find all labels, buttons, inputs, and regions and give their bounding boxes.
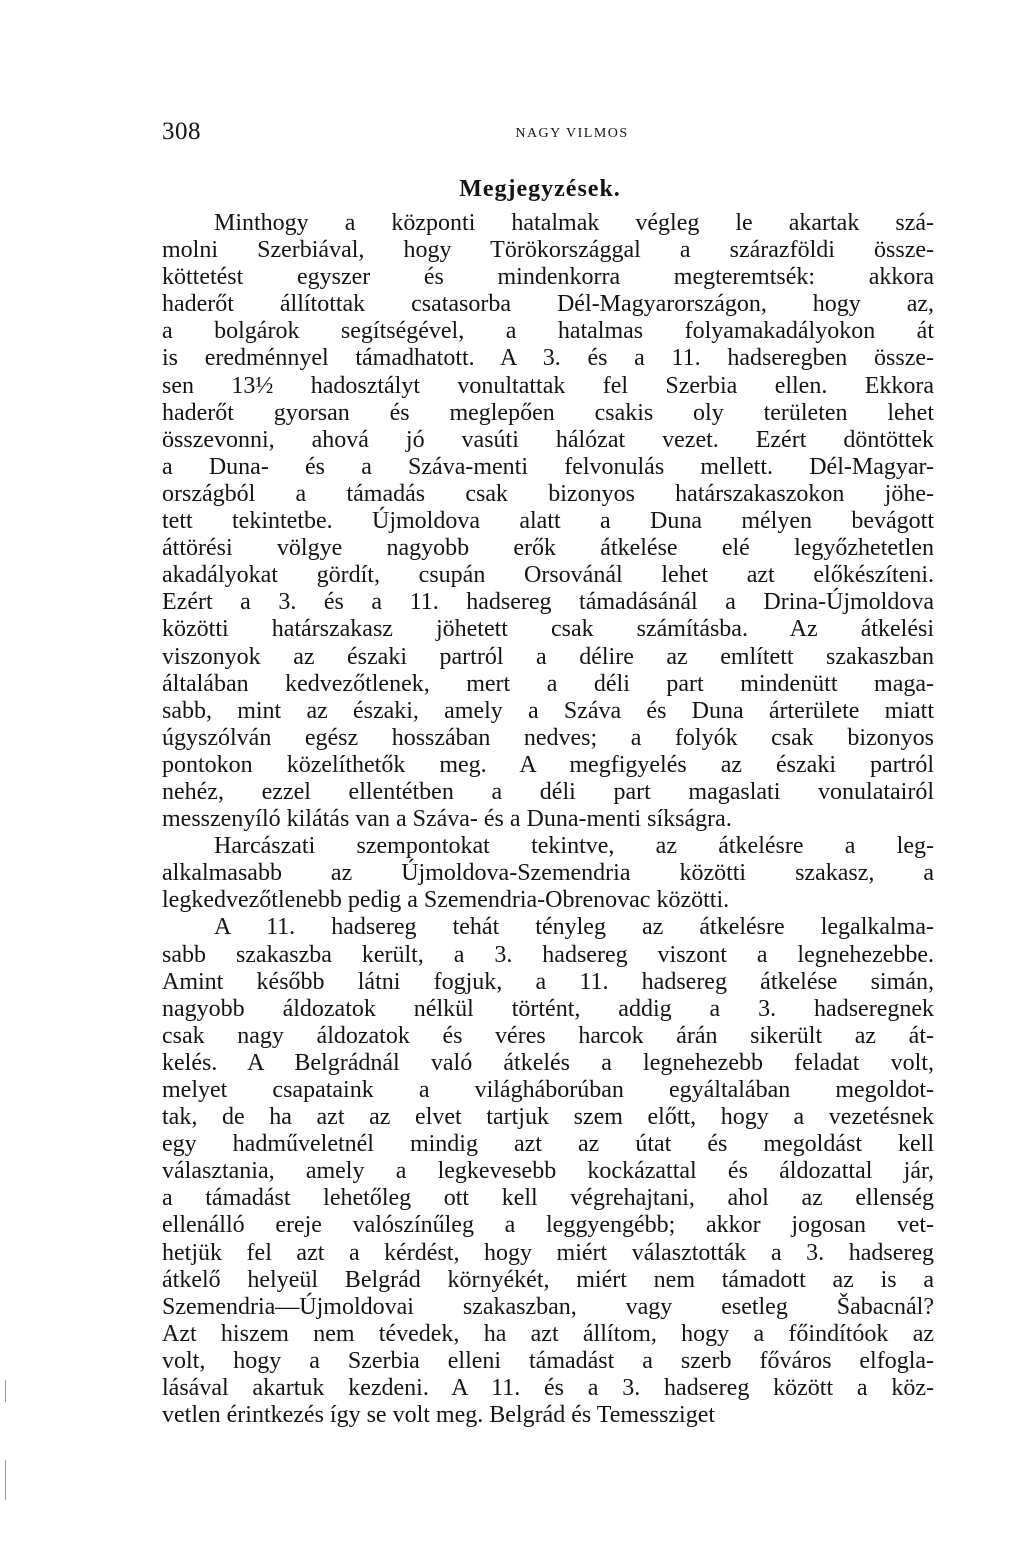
text-line: melyet csapataink a világháborúban egyáltalában megoldot- [162, 1077, 934, 1103]
text-line: csak nagy áldozatok és véres harcok árán sikerült az át- [162, 1022, 934, 1049]
running-head-author: NAGY VILMOS [515, 126, 629, 141]
page-edge-mark [5, 1380, 6, 1402]
page-number: 308 [162, 118, 201, 145]
text-line: Amint később látni fogjuk, a 11. hadsereg átkelése simán, [162, 968, 934, 995]
text-line: Harcászati szempontokat tekintve, az átkelésre a leg- [214, 833, 934, 860]
text-line: Minthogy a központi hatalmak végleg le akartak szá- [214, 210, 934, 236]
text-line: választania, amely a legkevesebb kockázattal és áldozattal jár, [162, 1158, 934, 1185]
text-line: általában kedvezőtlenek, mert a déli part mindenütt maga- [162, 670, 934, 697]
text-line: közötti határszakasz jöhetett csak számításba. Az átkelési [162, 616, 934, 643]
text-line: országból a támadás csak bizonyos határszakaszokon jöhe- [162, 480, 934, 507]
text-line: Ezért a 3. és a 11. hadsereg támadásánál a Drina-Újmoldova [162, 589, 934, 616]
text-line: haderőt gyorsan és meglepően csakis oly területen lehet [162, 399, 934, 426]
text-line: haderőt állítottak csatasorba Dél-Magyarországon, hogy az, [162, 291, 934, 318]
text-line: akadályokat gördít, csupán Orsovánál lehet azt előkészíteni. [162, 562, 934, 589]
text-line: úgyszólván egész hosszában nedves; a folyók csak bizonyos [162, 724, 934, 751]
text-line: Azt hiszem nem tévedek, ha azt állítom, hogy a főindítóok az [162, 1320, 934, 1347]
text-line: vetlen érintkezés így se volt meg. Belgrád és Temessziget [162, 1402, 716, 1429]
text-line: is eredménnyel támadhatott. A 3. és a 11. hadseregben össze- [162, 345, 934, 372]
text-line: molni Szerbiával, hogy Törökországgal a szárazföldi össze- [162, 237, 934, 264]
text-line: volt, hogy a Szerbia elleni támadást a szerb főváros elfogla- [162, 1347, 934, 1374]
page-edge-mark [5, 1460, 6, 1500]
text-line: alkalmasabb az Újmoldova-Szemendria közötti szakasz, a [162, 860, 934, 887]
text-line: a bolgárok segítségével, a hatalmas folyamakadályokon át [162, 318, 934, 345]
text-line: hetjük fel azt a kérdést, hogy miért választották a 3. hadsereg [162, 1239, 934, 1266]
text-line: pontokon közelíthetők meg. A megfigyelés az északi partról [162, 751, 934, 778]
text-line: nehéz, ezzel ellentétben a déli part magaslati vonulatairól [162, 778, 934, 805]
text-line: áttörési völgye nagyobb erők átkelése elé legyőzhetetlen [162, 535, 934, 562]
text-line: átkelő helyeül Belgrád környékét, miért nem támadott az is a [162, 1266, 934, 1293]
text-line: sabb szakaszba került, a 3. hadsereg viszont a legnehezebbe. [162, 941, 934, 968]
text-line: ellenálló ereje valószínűleg a leggyengébb; akkor jogosan vet- [162, 1212, 934, 1239]
text-line: messzenyíló kilátás van a Száva- és a Duna-menti síkságra. [162, 806, 732, 833]
text-line: legkedvezőtlenebb pedig a Szemendria-Obrenovac közötti. [162, 887, 730, 914]
section-title: Megjegyzések. [459, 176, 621, 202]
text-line: sen 13½ hadosztályt vonultattak fel Szerbia ellen. Ekkora [162, 372, 934, 399]
text-line: A 11. hadsereg tehát tényleg az átkelésre legalkalma- [214, 914, 934, 941]
text-line: a Duna- és a Száva-menti felvonulás mellett. Dél-Magyar- [162, 453, 934, 480]
text-line: tak, de ha azt az elvet tartjuk szem előtt, hogy a vezetésnek [162, 1104, 934, 1131]
text-line: kelés. A Belgrádnál való átkelés a legnehezebb feladat volt, [162, 1049, 934, 1076]
text-line: összevonni, ahová jó vasúti hálózat vezet. Ezért döntöttek [162, 426, 934, 453]
text-line: tett tekintetbe. Újmoldova alatt a Duna mélyen bevágott [162, 508, 934, 535]
body-text [162, 210, 934, 1429]
text-line: lásával akartuk kezdeni. A 11. és a 3. hadsereg között a köz- [162, 1375, 934, 1402]
text-line: viszonyok az északi partról a délire az említett szakaszban [162, 643, 934, 670]
text-line: Szemendria—Újmoldovai szakaszban, vagy esetleg Šabacnál? [162, 1293, 934, 1320]
text-line: köttetést egyszer és mindenkorra megteremtsék: akkora [162, 264, 934, 291]
text-line: egy hadműveletnél mindig azt az útat és megoldást kell [162, 1131, 934, 1158]
text-line: a támadást lehetőleg ott kell végrehajtani, ahol az ellenség [162, 1185, 934, 1212]
running-head [162, 118, 934, 148]
text-line: sabb, mint az északi, amely a Száva és Duna árterülete miatt [162, 697, 934, 724]
text-line: nagyobb áldozatok nélkül történt, addig a 3. hadseregnek [162, 995, 934, 1022]
